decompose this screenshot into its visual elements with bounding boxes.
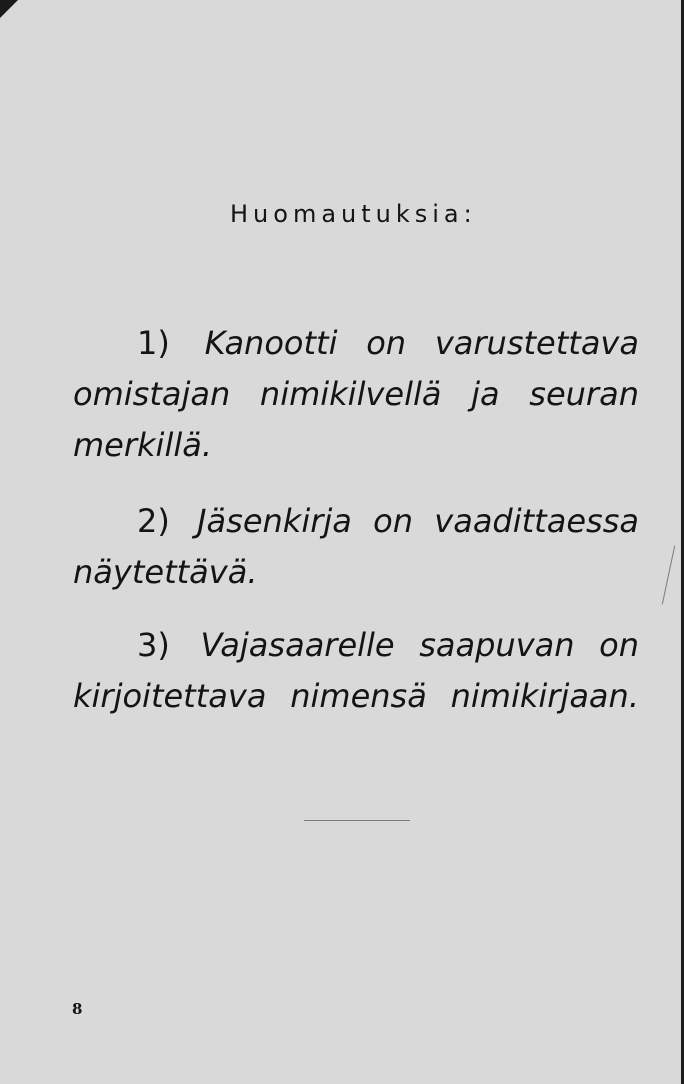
note-1-line-3 (73, 420, 639, 471)
note-1-line-1 (73, 318, 639, 369)
note-number: 3) (137, 626, 170, 664)
scan-corner-mark (0, 0, 18, 18)
page-crease (662, 546, 675, 605)
note-word: varustettava (434, 324, 639, 362)
note-word: vaadittaessa (434, 502, 639, 540)
note-word: omistajan (73, 375, 231, 413)
note-2-line-2 (73, 547, 639, 598)
note-1-line-2 (73, 369, 639, 420)
note-3-line-1 (73, 620, 639, 671)
note-3-line-2 (73, 671, 639, 722)
note-word: nimikilvellä (259, 375, 442, 413)
note-word: nimikirjaan. (450, 677, 639, 715)
note-word: on (599, 626, 639, 664)
note-word: saapuvan (419, 626, 575, 664)
note-word: on (373, 502, 413, 540)
note-word: kirjoitettava (73, 677, 267, 715)
note-word: nimensä (290, 677, 427, 715)
page-number: 8 (72, 1000, 83, 1018)
note-word: näytettävä. (73, 553, 258, 591)
note-2-line-1 (73, 496, 639, 547)
notes-heading: Huomautuksia: (230, 200, 477, 228)
note-word: on (366, 324, 407, 362)
note-3 (73, 620, 639, 722)
note-1 (73, 318, 639, 471)
section-divider (304, 820, 410, 821)
note-number: 1) (137, 324, 170, 362)
note-2 (73, 496, 639, 598)
note-word: Jäsenkirja (197, 502, 352, 540)
note-number: 2) (137, 502, 170, 540)
note-word: Kanootti (204, 324, 338, 362)
note-word: Vajasaarelle (200, 626, 395, 664)
note-word: seuran (529, 375, 639, 413)
note-word: merkillä. (73, 426, 212, 464)
note-word: ja (471, 375, 500, 413)
